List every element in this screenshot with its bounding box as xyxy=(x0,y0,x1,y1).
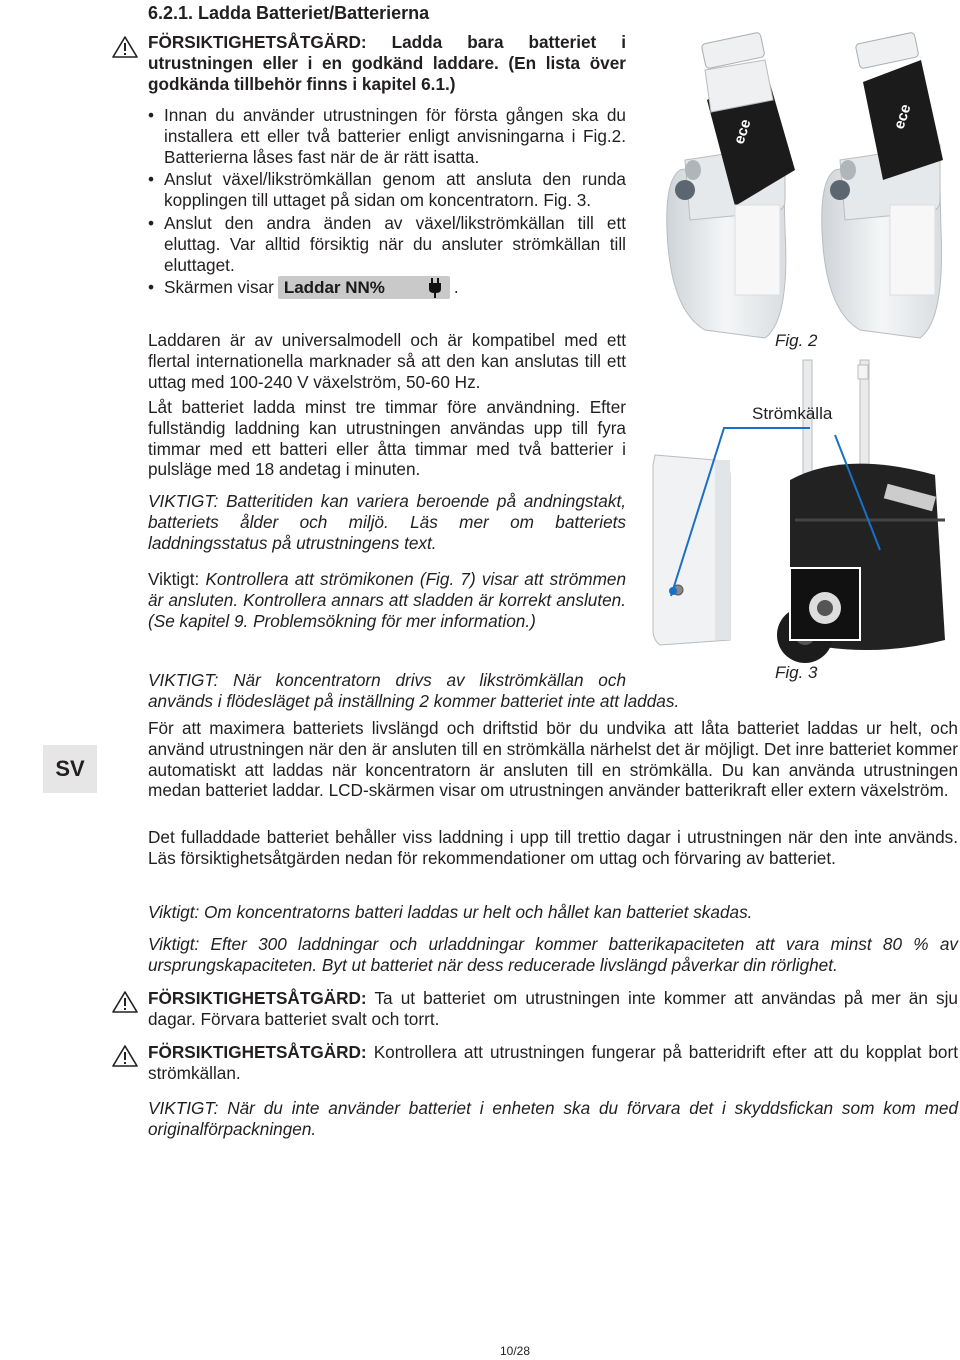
warning-icon xyxy=(111,990,139,1014)
section-heading: 6.2.1. Ladda Batteriet/Batterierna xyxy=(148,3,430,23)
device-left xyxy=(667,32,795,338)
fig3-label: Fig. 3 xyxy=(775,663,818,682)
para-battery-lifetime: För att maximera batteriets livslängd och driftstid bör du undvika att låta batteriet laddas ur helt, och använd utrustningen när den är ansluten till en strömkälla närhelst det är möjligt. Det inre batteriet kommer automatiskt att laddas när koncentratorn är ansluten till en strömkälla. Du kan använda utrustningen medan batteriet laddar. LCD-skärmen visar om utrustningen använder batterikraft eller extern växelström. xyxy=(148,718,958,801)
battery-brand-logo: ece xyxy=(730,117,755,147)
para-battery-retain: Det fulladdade batteriet behåller viss laddning i upp till trettio dagar i utrustningen när den inte används. Läs försiktighetsåtgärden nedan för rekommendationer om uttag och förvaring av batteriet. xyxy=(148,827,958,868)
list-item: • Innan du använder utrustningen för första gången ska du installera ett eller två batterier enligt anvisningarna i Fig.2. Batterierna låses fast när de är rätt isatta. xyxy=(148,105,626,167)
important-storage-pouch: VIKTIGT: När du inte använder batteriet i enheten ska du förvara det i skyddsfickan som kom med originalförpackningen. xyxy=(148,1098,958,1139)
device-side-view xyxy=(653,455,730,645)
caution-battery-operation xyxy=(148,1042,958,1084)
screen-shows-text: Skärmen visar xyxy=(164,277,274,298)
figure-3-power-connection xyxy=(645,340,960,680)
caution-charge-only xyxy=(148,32,626,94)
caution-text: Kontrollera att utrustningen fungerar på batteridrift efter att du kopplat bort strömkällan. xyxy=(148,1042,958,1083)
list-item-text: Anslut den andra änden av växel/likströmkällan till ett eluttag. Var alltid försiktig när du ansluter strömkällan till eluttaget. xyxy=(164,212,626,275)
list-item: • Skärmen visar Laddar NN% . xyxy=(148,277,459,298)
figure-2-battery-insertion xyxy=(645,20,960,340)
caution-storage xyxy=(148,988,958,1030)
list-item: • Anslut den andra änden av växel/likströmkällan till ett eluttag. Var alltid försiktig när du ansluter strömkällan till eluttaget. xyxy=(148,212,626,275)
important-deep-discharge: Viktigt: Om koncentratorns batteri laddas ur helt och hållet kan batteriet skadas. xyxy=(148,902,753,922)
para-charge-time: Låt batteriet ladda minst tre timmar före användning. Efter fullständig laddning kan utrustningen användas upp till fyra timmar med ett batteri eller åtta timmar med två batterier i pulsläge med 18 andetag i minuten. xyxy=(148,397,626,480)
warning-icon xyxy=(111,35,139,59)
callout-power-source: Strömkälla xyxy=(752,404,833,423)
caution-text: Ladda bara batteriet i utrustningen eller i en godkänd laddare. (En lista över godkända tillbehör finns i kapitel 6.1.) xyxy=(148,32,626,94)
caution-label: FÖRSIKTIGHETSÅTGÄRD: xyxy=(148,988,367,1008)
important-dc-line1: VIKTIGT: När koncentratorn drivs av likströmkällan och xyxy=(148,670,626,690)
caution-label: FÖRSIKTIGHETSÅTGÄRD: xyxy=(148,32,367,52)
important-cycles: Viktigt: Efter 300 laddningar och urladdningar kommer batterikapaciteten att vara minst 80 % av ursprungskapaciteten. Byt ut batteriet när dess reducerade livslängd påverkar din rörlighet. xyxy=(148,934,958,975)
language-tab xyxy=(43,745,97,793)
battery-brand-logo: ece xyxy=(890,102,915,132)
plug-icon xyxy=(428,278,442,298)
fig2-label: Fig. 2 xyxy=(775,331,818,350)
important-lead: Viktigt: xyxy=(148,569,200,589)
lcd-text: Laddar NN% xyxy=(283,277,385,297)
screen-line-end: . xyxy=(453,277,459,298)
bullet-list xyxy=(148,105,626,299)
device-right xyxy=(822,32,943,338)
important-text: Kontrollera att strömikonen (Fig. 7) visar att strömmen är ansluten. Kontrollera annars att sladden är korrekt ansluten. (Se kapitel 9. Problemsökning för mer information.) xyxy=(148,569,627,631)
para-charger: Laddaren är av universalmodell och är kompatibel med ett flertal internationella marknader så att den kan anslutas till ett uttag med 100-240 V växelström, 50-60 Hz. xyxy=(148,330,626,392)
list-item: • Anslut växel/likströmkällan genom att ansluta den runda kopplingen till uttaget på sidan om koncentratorn. Fig. 3. xyxy=(148,169,626,211)
important-battery-time: VIKTIGT: Batteritiden kan variera beroende på andningstakt, batteriets ålder och miljö. Läs mer om batteriets laddningsstatus på utrustningens text. xyxy=(148,491,626,553)
list-item-text: Innan du använder utrustningen för första gången ska du installera ett eller två batterier enligt anvisningarna i Fig.2. Batterierna låses fast när de är rätt isatta. xyxy=(164,105,626,167)
important-power-icon xyxy=(148,569,626,631)
list-item-text: Anslut växel/likströmkällan genom att ansluta den runda kopplingen till uttaget på sidan om koncentratorn. Fig. 3. xyxy=(164,169,626,211)
page-number: 10/28 xyxy=(500,1344,531,1358)
language-tab-label: SV xyxy=(55,756,85,781)
important-dc-line2: används i flödesläget på inställning 2 kommer batteriet inte att laddas. xyxy=(148,691,680,711)
caution-label: FÖRSIKTIGHETSÅTGÄRD: xyxy=(148,1042,367,1062)
warning-icon xyxy=(111,1044,139,1068)
caution-text: Ta ut batteriet om utrustningen inte kommer att användas på mer än sju dagar. Förvara batteriet svalt och torrt. xyxy=(148,988,958,1029)
lcd-charging-display xyxy=(278,276,450,299)
